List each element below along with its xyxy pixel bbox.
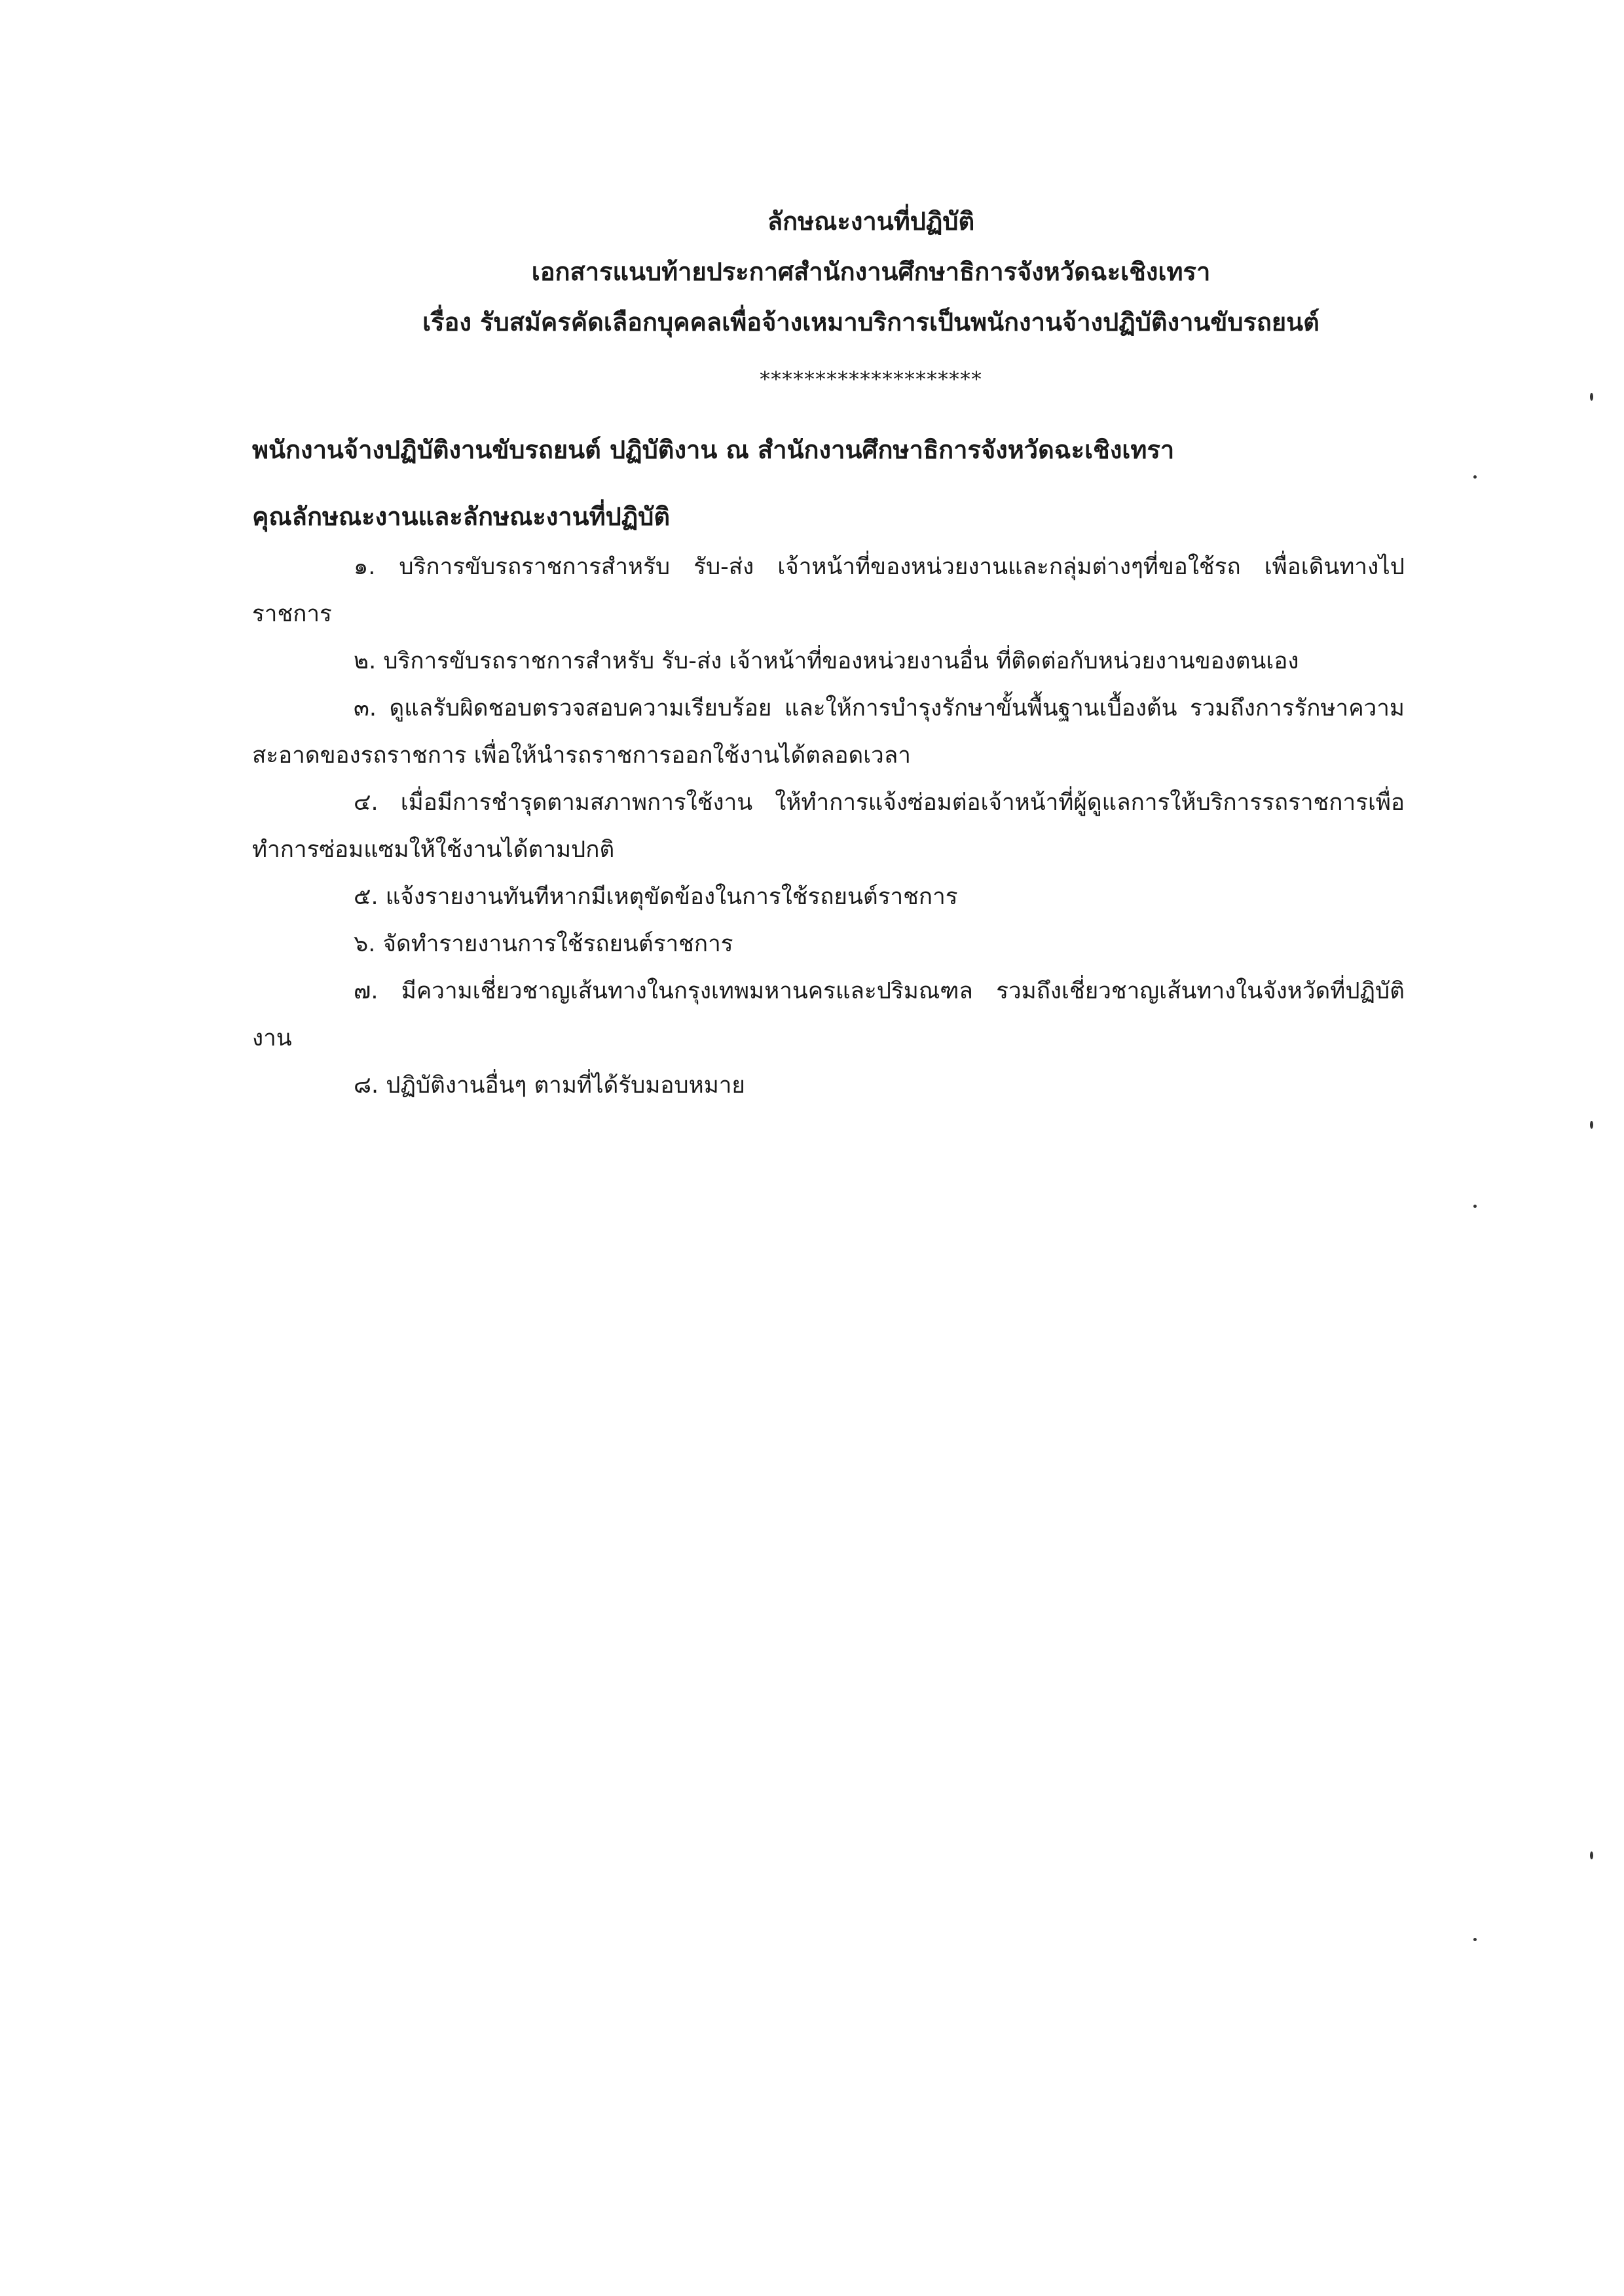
duty-item-6: ๖. จัดทำรายงานการใช้รถยนต์ราชการ	[354, 931, 733, 957]
duty-item-8: ๘. ปฏิบัติงานอื่นๆ ตามที่ได้รับมอบหมาย	[354, 1072, 745, 1099]
header-subtitle: เอกสารแนบท้ายประกาศสำนักงานศึกษาธิการจังหวัดฉะเชิงเทรา	[531, 257, 1211, 286]
header-subject: เรื่อง รับสมัครคัดเลือกบุคคลเพื่อจ้างเหมาบริการเป็นพนักงานจ้างปฏิบัติงานขับรถยนต์	[422, 308, 1320, 337]
position-title: พนักงานจ้างปฏิบัติงานขับรถยนต์ ปฏิบัติงาน ณ สำนักงานศึกษาธิการจังหวัดฉะเชิงเทรา	[252, 435, 1175, 464]
duty-item-4: ๔. เมื่อมีการชำรุดตามสภาพการใช้งาน ให้ทำการแจ้งซ่อมต่อเจ้าหน้าที่ผู้ดูแลการให้บริการรถราชการเพื่อทำการซ่อมแซมให้ใช้งานได้ตามปกติ	[252, 790, 1405, 863]
duty-item-7: ๗. มีความเชี่ยวชาญเส้นทางในกรุงเทพมหานครและปริมณฑล รวมถึงเชี่ยวชาญเส้นทางในจังหวัดที่ปฏิบัติงาน	[252, 978, 1405, 1051]
scan-speck	[1473, 475, 1477, 479]
scan-speck	[1590, 393, 1593, 401]
section-title: คุณลักษณะงานและลักษณะงานที่ปฏิบัติ	[252, 502, 671, 531]
scan-speck	[1473, 1205, 1477, 1208]
scan-speck	[1473, 1938, 1477, 1941]
header-title: ลักษณะงานที่ปฏิบัติ	[767, 207, 975, 236]
scan-speck	[1590, 1121, 1593, 1129]
duty-item-5: ๕. แจ้งรายงานทันทีหากมีเหตุขัดข้องในการใช้รถยนต์ราชการ	[354, 884, 958, 910]
separator: ********************	[760, 367, 982, 392]
duty-item-3: ๓. ดูแลรับผิดชอบตรวจสอบความเรียบร้อย และให้การบำรุงรักษาขั้นพื้นฐานเบื้องต้น รวมถึงการรักษาความสะอาดของรถราชการ เพื่อให้นำรถราชการออกใช้งานได้ตลอดเวลา	[252, 695, 1405, 769]
duty-item-2: ๒. บริการขับรถราชการสำหรับ รับ-ส่ง เจ้าหน้าที่ของหน่วยงานอื่น ที่ติดต่อกับหน่วยงานของตนเอง	[354, 648, 1299, 674]
duty-list	[252, 543, 1405, 1109]
scan-speck	[1590, 1851, 1593, 1859]
document-header	[249, 196, 1493, 348]
duty-item-1: ๑. บริการขับรถราชการสำหรับ รับ-ส่ง เจ้าหน้าที่ของหน่วยงานและกลุ่มต่างๆที่ขอใช้รถ เพื่อเดินทางไปราชการ	[252, 554, 1405, 627]
